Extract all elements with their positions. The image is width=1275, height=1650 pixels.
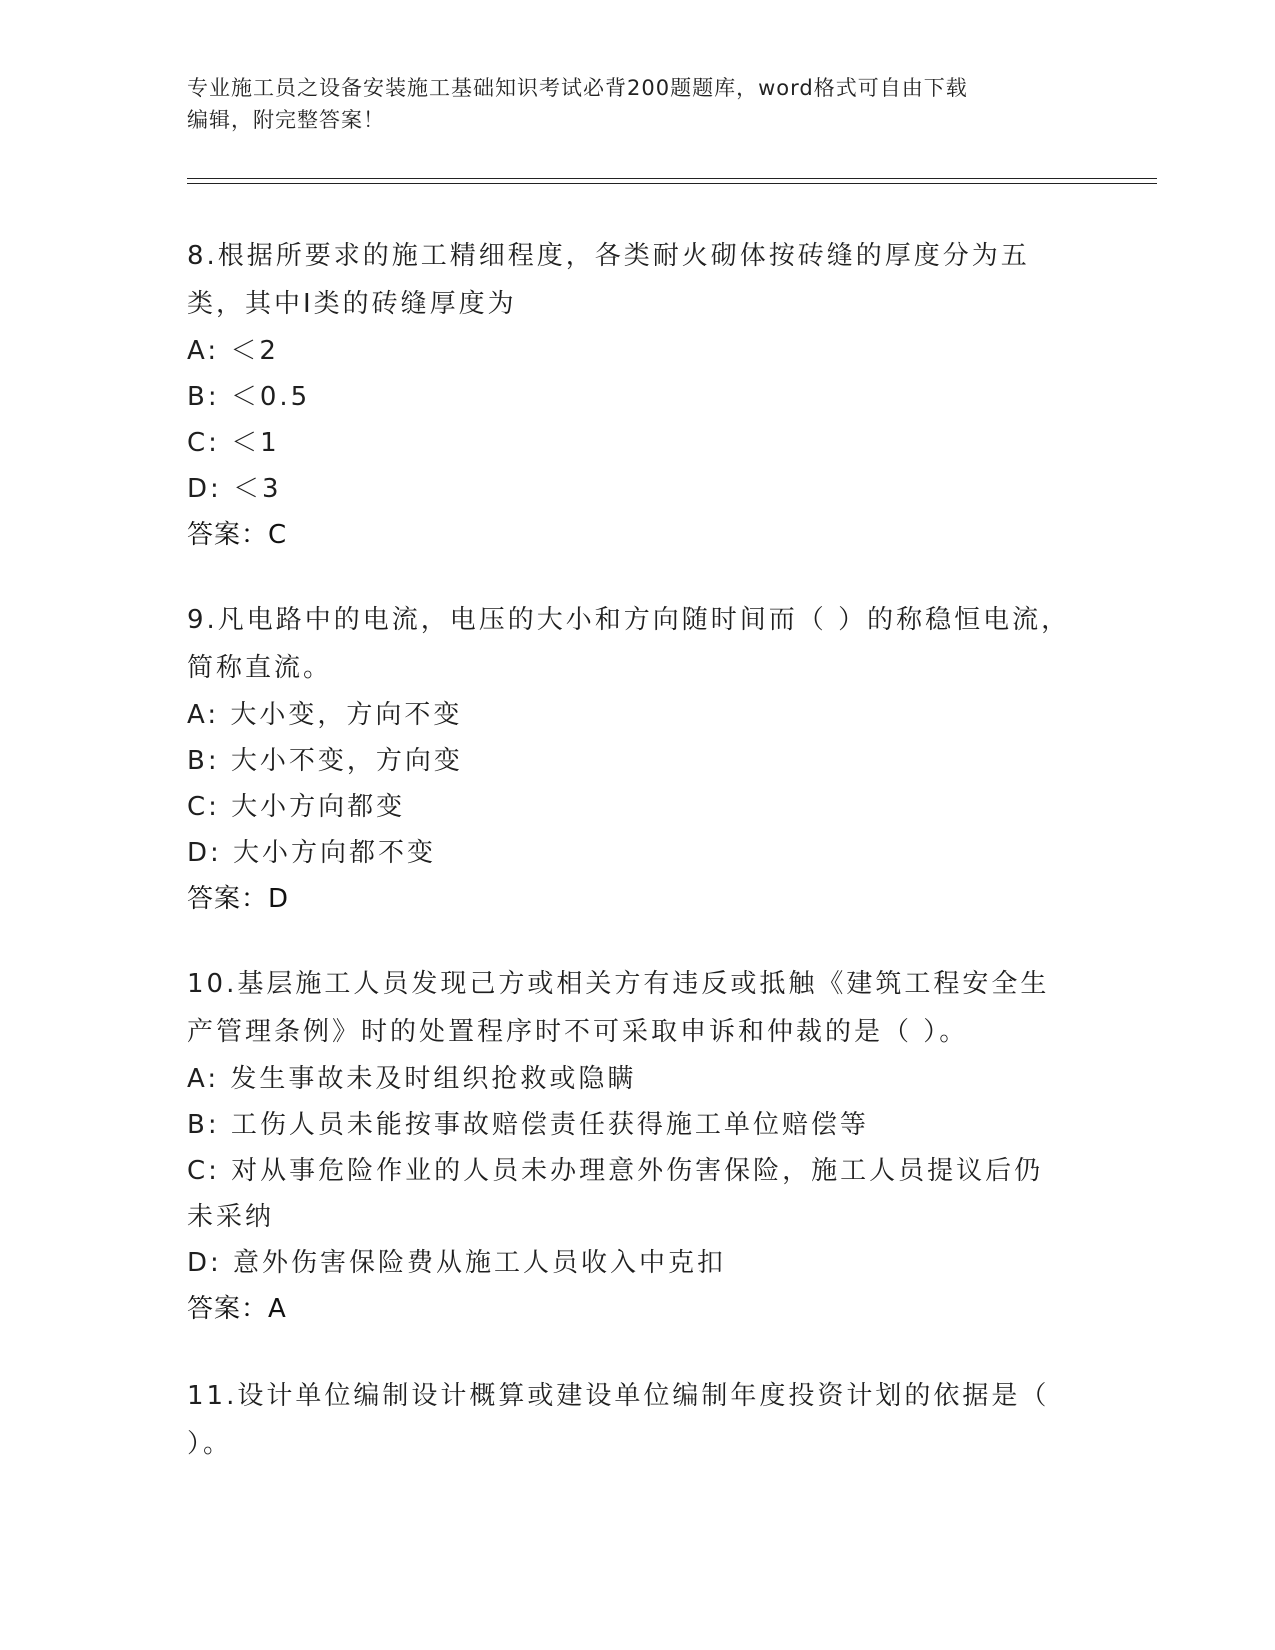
question-10 <box>187 960 1072 1332</box>
option-a: A: 大小变，方向不变 <box>187 700 463 730</box>
answer-line: 答案：A <box>187 1294 287 1324</box>
option-c: C: 大小方向都变 <box>187 792 406 822</box>
option-a: A: ＜2 <box>187 336 279 366</box>
header-line-2: 编辑，附完整答案！ <box>187 108 385 132</box>
question-stem: 8.根据所要求的施工精细程度，各类耐火砌体按砖缝的厚度分为五类，其中Ⅰ类的砖缝厚度为 <box>187 241 1030 319</box>
option-b: B: 大小不变，方向变 <box>187 746 463 776</box>
question-stem: 11.设计单位编制设计概算或建设单位编制年度投资计划的依据是（ ）。 <box>187 1381 1050 1459</box>
option-c: C: ＜1 <box>187 428 280 458</box>
question-9 <box>187 596 1072 922</box>
question-stem: 10.基层施工人员发现己方或相关方有违反或抵触《建筑工程安全生产管理条例》时的处置程序时不可采取申诉和仲裁的是（ ）。 <box>187 969 1050 1047</box>
option-b: B: ＜0.5 <box>187 382 311 412</box>
question-stem: 9.凡电路中的电流，电压的大小和方向随时间而（ ）的称稳恒电流，简称直流。 <box>187 605 1071 683</box>
option-b: B: 工伤人员未能按事故赔偿责任获得施工单位赔偿等 <box>187 1110 869 1140</box>
header-line-1: 专业施工员之设备安装施工基础知识考试必背200题题库，word格式可自由下载 <box>187 76 968 100</box>
option-c: C: 对从事危险作业的人员未办理意外伤害保险，施工人员提议后仍未采纳 <box>187 1156 1044 1232</box>
question-8 <box>187 232 1072 558</box>
answer-line: 答案：D <box>187 884 290 914</box>
question-11 <box>187 1372 1072 1468</box>
header-divider-bottom <box>187 183 1157 184</box>
option-d: D: 大小方向都不变 <box>187 838 437 868</box>
option-d: D: 意外伤害保险费从施工人员收入中克扣 <box>187 1248 727 1278</box>
header-divider-top <box>187 178 1157 179</box>
answer-line: 答案：C <box>187 520 288 550</box>
option-d: D: ＜3 <box>187 474 282 504</box>
document-header <box>187 72 1077 136</box>
option-a: A: 发生事故未及时组织抢救或隐瞒 <box>187 1064 637 1094</box>
